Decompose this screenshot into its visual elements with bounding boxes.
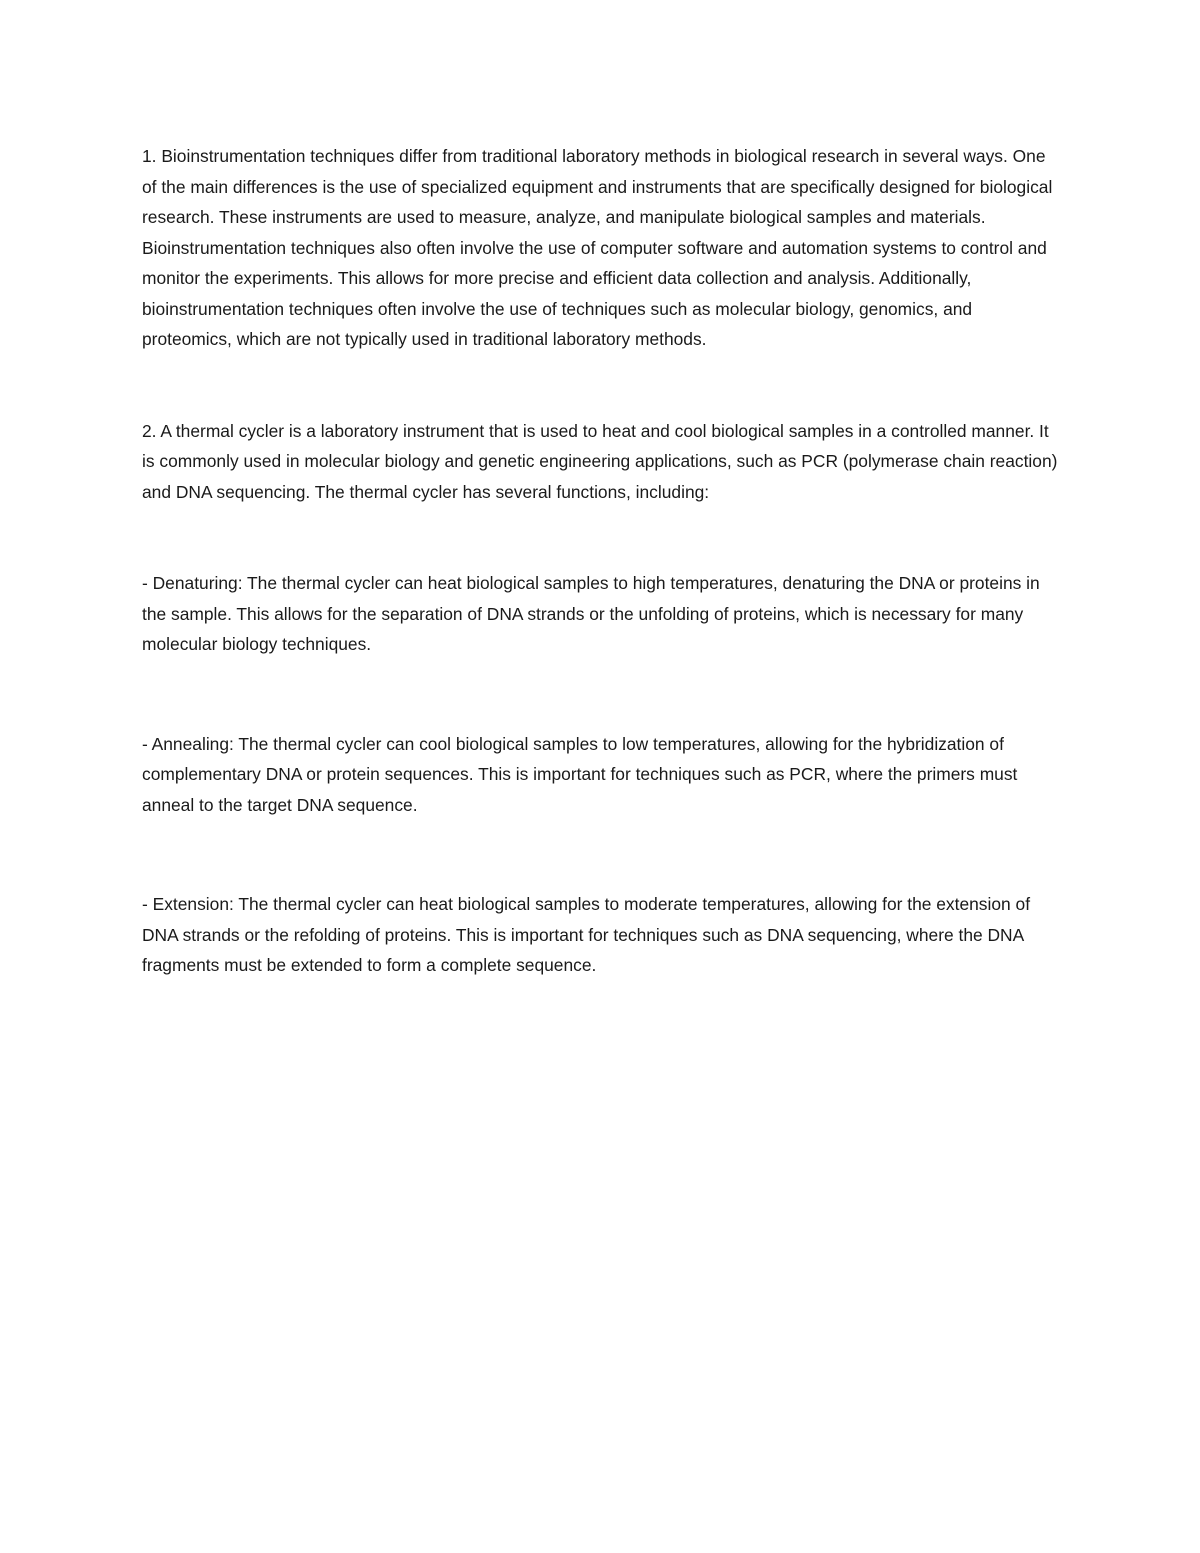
paragraph-denaturing: - Denaturing: The thermal cycler can heat biological samples to high temperatures, denaturing the DNA or proteins in the sample. This allows for the separation of DNA strands or the unfolding of proteins, which is necessary for many molecular biology techniques. (142, 573, 1040, 654)
paragraph-annealing: - Annealing: The thermal cycler can cool biological samples to low temperatures, allowing for the hybridization of complementary DNA or protein sequences. This is important for techniques such as PCR, where the primers must anneal to the target DNA sequence. (142, 733, 1018, 815)
document-body (142, 141, 1062, 981)
paragraph-bioinstrumentation: 1. Bioinstrumentation techniques differ from traditional laboratory methods in biological research in several ways. One of the main differences is the use of specialized equipment and instruments that are specifically designed for biological research. These instruments are used to measure, analyze, and manipulate biological samples and materials. Bioinstrumentation techniques also often involve the use of computer software and automation systems to control and monitor the experiments. This allows for more precise and efficient data collection and analysis. Additionally, bioinstrumentation techniques often involve the use of techniques such as molecular biology, genomics, and proteomics, which are not typically used in traditional laboratory methods. (142, 146, 1053, 349)
paragraph-thermal-cycler: 2. A thermal cycler is a laboratory instrument that is used to heat and cool biological samples in a controlled manner. It is commonly used in molecular biology and genetic engineering applications, such as PCR (polymerase chain reaction) and DNA sequencing. The thermal cycler has several functions, including: (142, 420, 1058, 502)
paragraph-extension: - Extension: The thermal cycler can heat biological samples to moderate temperatures, allowing for the extension of DNA strands or the refolding of proteins. This is important for techniques such as DNA sequencing, where the DNA fragments must be extended to form a complete sequence. (142, 894, 1031, 975)
